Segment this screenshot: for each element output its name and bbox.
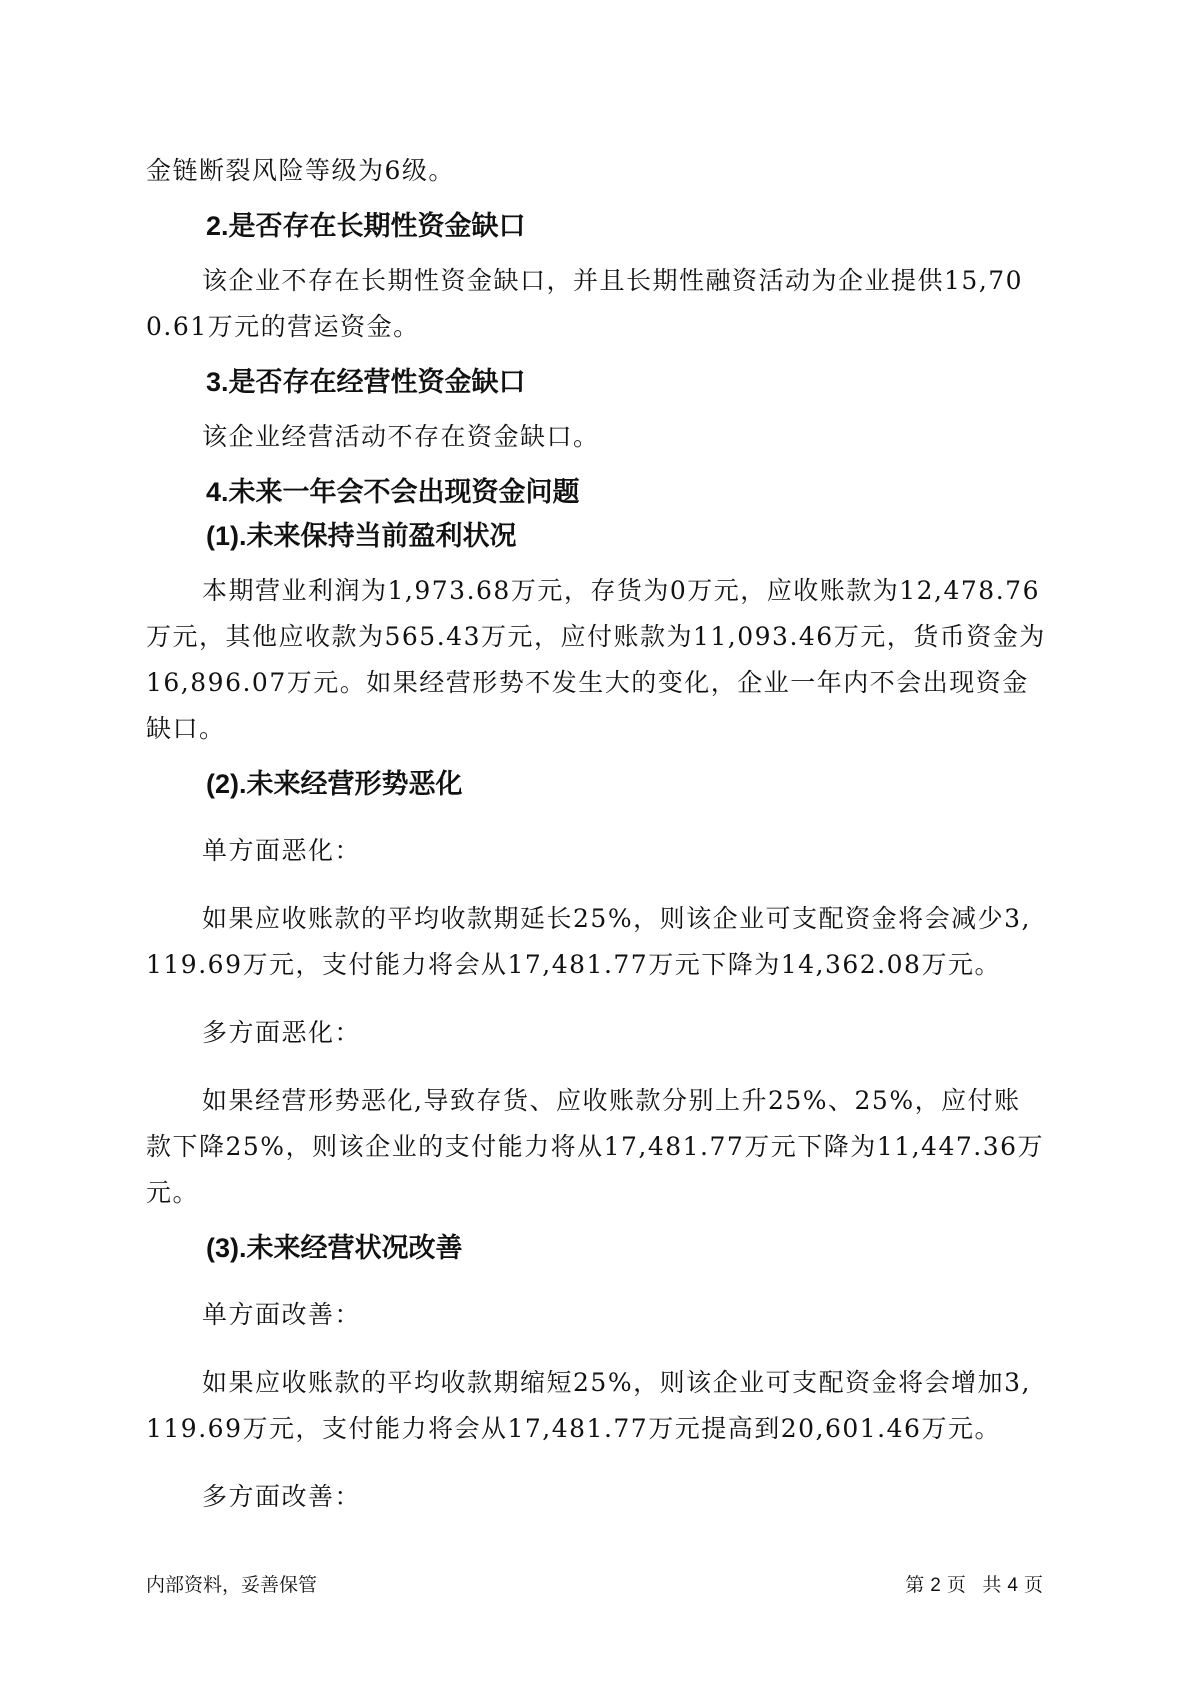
paragraph-operating-gap: 该企业经营活动不存在资金缺口。 — [202, 422, 600, 451]
paragraph-long-term-gap: 该企业不存在长期性资金缺口，并且长期性融资活动为企业提供15,700.61万元的营运资金。 — [146, 266, 1024, 341]
label-multi-deterioration: 多方面恶化： — [202, 1018, 362, 1047]
total-prefix: 共 — [982, 1575, 1002, 1596]
heading-operating-gap: 3.是否存在经营性资金缺口 — [206, 367, 526, 397]
current-page: 2 — [930, 1575, 941, 1596]
label-single-deterioration: 单方面恶化： — [202, 836, 362, 865]
label-multi-improvement: 多方面改善： — [202, 1482, 362, 1511]
heading-improvement: (3).未来经营状况改善 — [206, 1233, 463, 1263]
heading-deterioration: (2).未来经营形势恶化 — [206, 769, 463, 799]
page-number — [902, 1570, 1046, 1597]
paragraph-single-deterioration: 如果应收账款的平均收款期延长25%，则该企业可支配资金将会减少3,119.69万元，支付能力将会从17,481.77万元下降为14,362.08万元。 — [146, 904, 1031, 979]
footer-confidential-note: 内部资料，妥善保管 — [146, 1575, 318, 1596]
paragraph-continuation: 金链断裂风险等级为6级。 — [146, 156, 455, 185]
heading-keep-current: (1).未来保持当前盈利状况 — [206, 521, 517, 551]
heading-long-term-gap: 2.是否存在长期性资金缺口 — [206, 211, 526, 241]
document-body — [146, 148, 1046, 1520]
page-mid: 页 — [946, 1575, 966, 1596]
page-prefix: 第 — [905, 1575, 925, 1596]
page-footer — [146, 1570, 1046, 1597]
total-pages: 4 — [1007, 1575, 1018, 1596]
total-suffix: 页 — [1023, 1575, 1043, 1596]
paragraph-multi-deterioration: 如果经营形势恶化,导致存货、应收账款分别上升25%、25%，应付账款下降25%，则该企业的支付能力将从17,481.77万元下降为11,447.36万元。 — [146, 1086, 1045, 1207]
heading-next-year: 4.未来一年会不会出现资金问题 — [206, 477, 580, 507]
paragraph-single-improvement: 如果应收账款的平均收款期缩短25%，则该企业可支配资金将会增加3,119.69万元，支付能力将会从17,481.77万元提高到20,601.46万元。 — [146, 1368, 1031, 1443]
label-single-improvement: 单方面改善： — [202, 1300, 362, 1329]
paragraph-keep-current: 本期营业利润为1,973.68万元，存货为0万元，应收账款为12,478.76万元，其他应收款为565.43万元，应付账款为11,093.46万元，货币资金为16,896.07万元。如果经营形势不发生大的变化，企业一年内不会出现资金缺口。 — [146, 576, 1046, 743]
